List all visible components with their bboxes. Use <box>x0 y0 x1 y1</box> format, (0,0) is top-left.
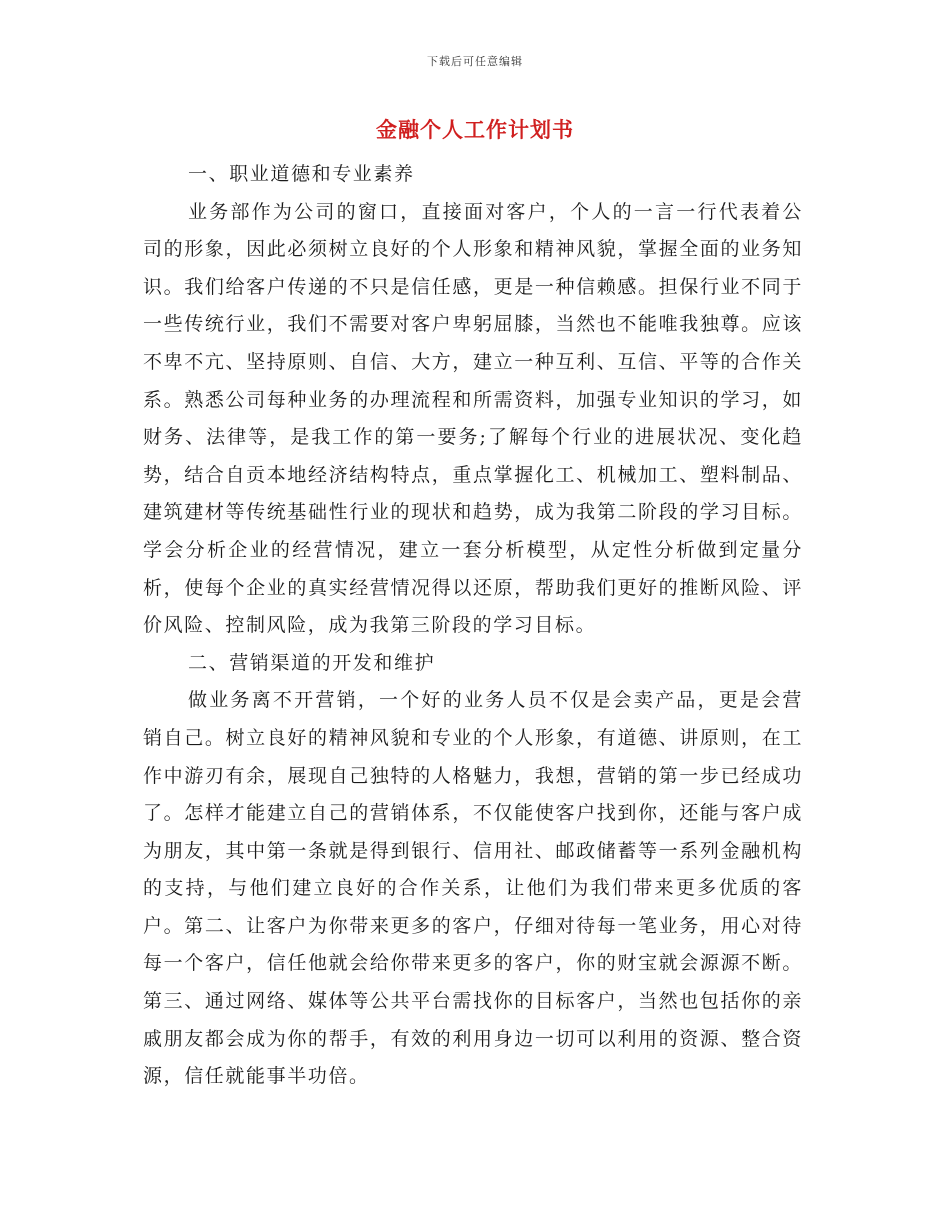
section-heading-1: 一、职业道德和专业素养 <box>188 163 415 185</box>
section-paragraph-1: 业务部作为公司的窗口，直接面对客户，个人的一言一行代表着公司的形象，因此必须树立良好的个人形象和精神风貌，掌握全面的业务知识。我们给客户传递的不只是信任感，更是一种信赖感。担保行业不同于一些传统行业，我们不需要对客户卑躬屈膝，当然也不能唯我独尊。应该不卑不亢、坚持原则、自信、大方，建立一种互利、互信、平等的合作关系。熟悉公司每种业务的办理流程和所需资料，加强专业知识的学习，如财务、法律等，是我工作的第一要务;了解每个行业的进展状况、变化趋势，结合自贡本地经济结构特点，重点掌握化工、机械加工、塑料制品、建筑建材等传统基础性行业的现状和趋势，成为我第二阶段的学习目标。学会分析企业的经营情况，建立一套分析模型，从定性分析做到定量分析，使每个企业的真实经营情况得以还原，帮助我们更好的推断风险、评价风险、控制风险，成为我第三阶段的学习目标。 <box>143 200 803 637</box>
document-body <box>143 156 803 1096</box>
section-heading-2: 二、营销渠道的开发和维护 <box>188 651 436 674</box>
section-paragraph-2: 做业务离不开营销，一个好的业务人员不仅是会卖产品，更是会营销自己。树立良好的精神风貌和专业的个人形象，有道德、讲原则，在工作中游刃有余，展现自己独特的人格魅力，我想，营销的第一步已经成功了。怎样才能建立自己的营销体系，不仅能使客户找到你，还能与客户成为朋友，其中第一条就是得到银行、信用社、邮政储蓄等一系列金融机构的支持，与他们建立良好的合作关系，让他们为我们带来更多优质的客户。第二、让客户为你带来更多的客户，仔细对待每一笔业务，用心对待每一个客户，信任他就会给你带来更多的客户，你的财宝就会源源不断。第三、通过网络、媒体等公共平台需找你的目标客户，当然也包括你的亲戚朋友都会成为你的帮手，有效的利用身边一切可以利用的资源、整合资源，信任就能事半功倍。 <box>143 689 803 1088</box>
header-note: 下载后可任意编辑 <box>427 55 523 68</box>
document-title: 金融个人工作计划书 <box>376 117 574 142</box>
